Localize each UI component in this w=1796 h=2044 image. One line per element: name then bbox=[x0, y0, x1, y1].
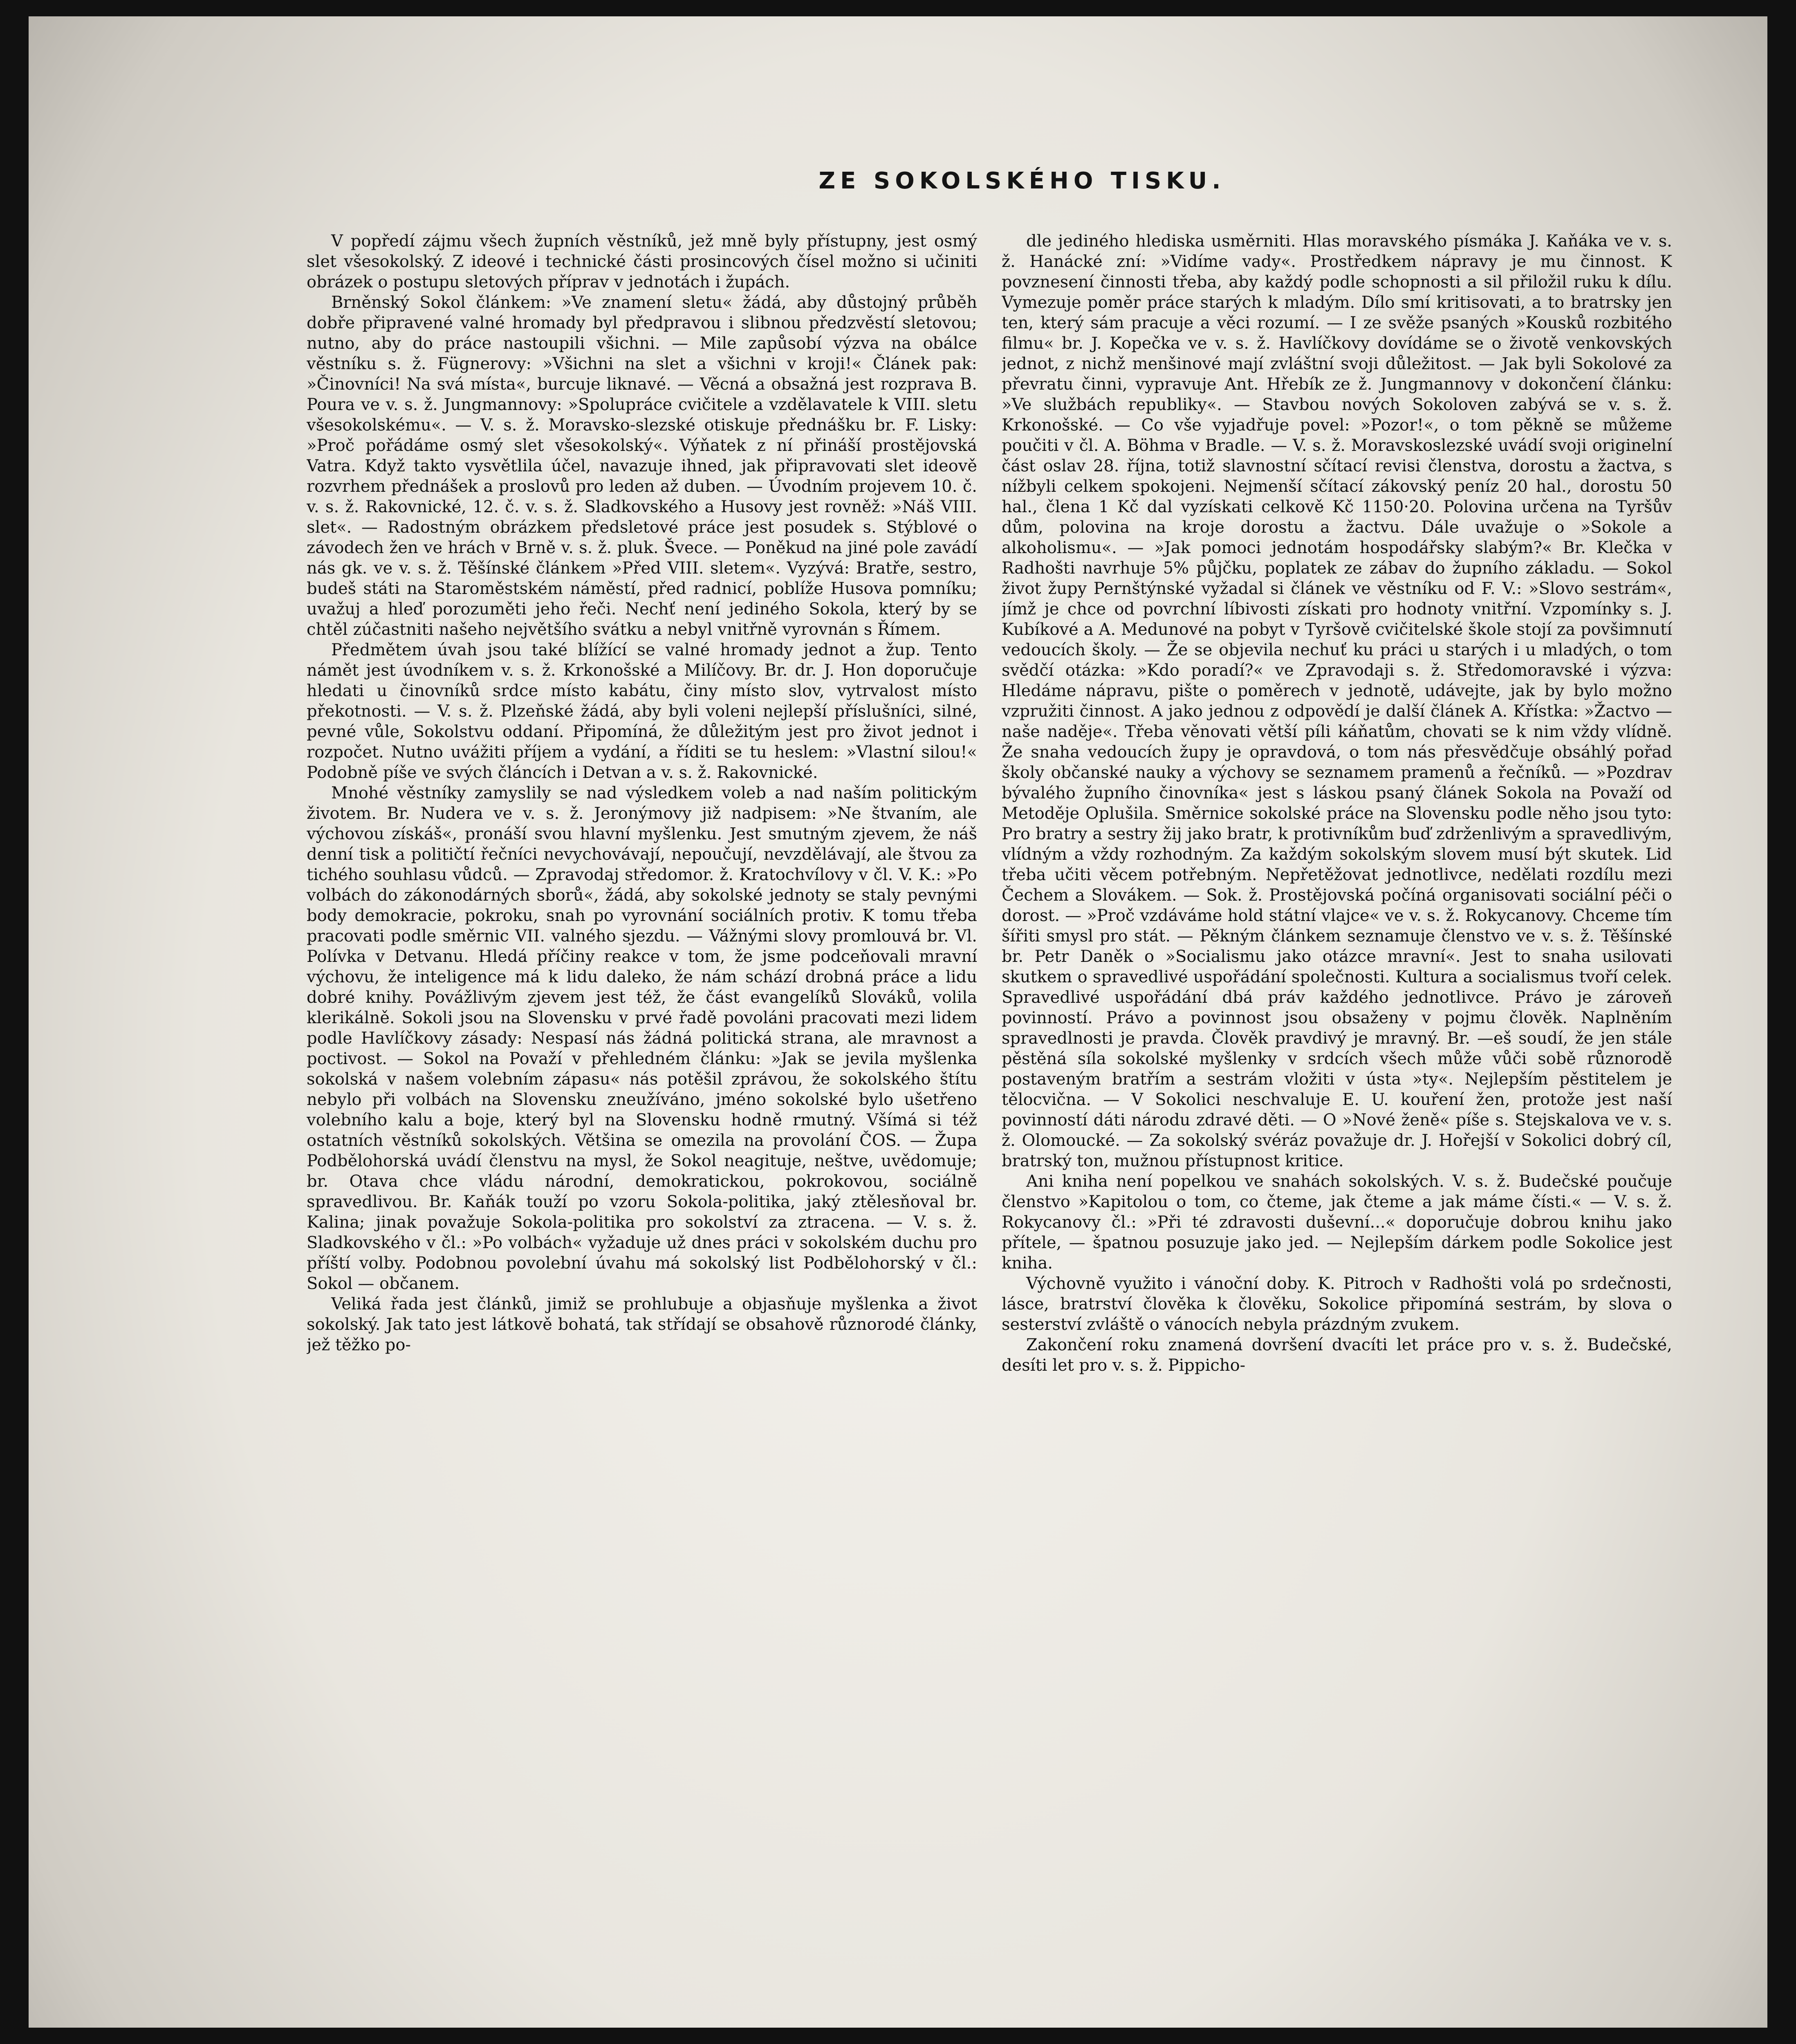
left-column bbox=[307, 231, 977, 1940]
paragraph: Zakončení roku znamená dovršení dvacíti let práce pro v. s. ž. Budečské, desíti let pro v. s. ž. Pippicho- bbox=[1002, 1336, 1672, 1375]
paragraph: Brněnský Sokol článkem: »Ve znamení sletu« žádá, aby důstojný průběh dobře připravené valné hromady byl předpravou i slibnou předzvěstí sletovou; nutno, aby do práce nastoupili všichni. — Mile zapůsobí výzva na obálce věstníku s. ž. Fügnerovy: »Všichni na slet a všichni v kroji!« Článek pak: »Činovníci! Na svá místa«, burcuje liknavé. — Věcná a obsažná jest rozprava B. Poura ve v. s. ž. Jungmannovy: »Spolupráce cvičitele a vzdělavatele k VIII. sletu všesokolskému«. — V. s. ž. Moravsko-slezské otiskuje přednášku br. F. Lisky: »Proč pořádáme osmý slet všesokolský«. Výňatek z ní přináší prostějovská Vatra. Když takto vysvětlila účel, navazuje ihned, jak připravovati slet ideově rozvrhem přednášek a proslovů pro leden až duben. — Úvodním projevem 10. č. v. s. ž. Rakovnické, 12. č. v. s. ž. Sladkovského a Husovy jest rovněž: »Náš VIII. slet«. — Radostným obrázkem předsletové práce jest posudek s. Stýblové o závodech žen ve hrách v Brně v. s. ž. pluk. Švece. — Poněkud na jiné pole zavádí nás gk. ve v. s. ž. Těšínské článkem »Před VIII. sletem«. Vyzývá: Bratře, sestro, budeš státi na Staroměstském náměstí, před radnicí, poblíže Husova pomníku; uvažuj a hleď porozuměti jeho řeči. Nechť není jediného Sokola, který by se chtěl zúčastniti našeho největšího svátku a nebyl vnitřně vyrovnán s Římem. bbox=[307, 293, 977, 639]
scan-border-top bbox=[0, 0, 1796, 16]
paragraph: Výchovně využito i vánoční doby. K. Pitroch v Radhošti volá po srdečnosti, lásce, bratrství člověka k člověku, Sokolice připomíná sestrám, by slova o sesterství zvláště o vánocích nebyla prázdným zvukem. bbox=[1002, 1274, 1672, 1334]
page-header: ZE SOKOLSKÉHO TISKU. bbox=[818, 168, 1226, 194]
paragraph: dle jediného hlediska usměrniti. Hlas moravského písmáka J. Kaňáka ve v. s. ž. Hanácké zní: »Vidíme vady«. Prostředkem nápravy je mu činnost. K povznesení činnosti třeba, aby každý podle schopnosti a sil přiložil ruku k dílu. Vymezuje poměr práce starých k mladým. Dílo smí kritisovati, a to bratrsky jen ten, který sám pracuje a věci rozumí. — I ze svěže psaných »Kousků rozbitého filmu« br. J. Kopečka ve v. s. ž. Havlíčkovy dovídáme se o životě venkovských jednot, z nichž menšinové mají zvláštní svoji důležitost. — Jak byli Sokolové za převratu činni, vypravuje Ant. Hřebík ze ž. Jungmannovy v dokončení článku: »Ve službách republiky«. — Stavbou nových Sokoloven zabývá se v. s. ž. Krkonošské. — Co vše vyjadřuje povel: »Pozor!«, o tom pěkně se můžeme poučiti v čl. A. Böhma v Bradle. — V. s. ž. Moravskoslezské uvádí svoji originelní část oslav 28. října, totiž slavnostní sčítací revisi členstva, dorostu a žactva, s nížbyli celkem spokojeni. Nejmenší sčítací zákovský peníz 20 hal., dorostu 50 hal., člena 1 Kč dal vyzískati celkově Kč 1150·20. Polovina určena na Tyršův dům, polovina na kroje dorostu a žactvu. Dále uvažuje o »Sokole a alkoholismu«. — »Jak pomoci jednotám hospodářsky slabým?« Br. Klečka v Radhošti navrhuje 5% půjčku, poplatek ze zábav do župního základu. — Sokol život župy Pernštýnské vyžadal si článek ve věstníku od F. V.: »Slovo sestrám«, jímž je chce od povrchní líbivosti získati pro hodnoty vnitřní. Vzpomínky s. J. Kubíkové a A. Medunové na pobyt v Tyršově cvičitelské škole stojí za povšimnutí vedoucích školy. — Že se objevila nechuť ku práci u starých i u mladých, o tom svědčí otázka: »Kdo poradí?« ve Zpravodaji s. ž. Středomoravské i výzva: Hledáme nápravu, pište o poměrech v jednotě, udávejte, jak by bylo možno vzpružiti činnost. A jako jednou z odpovědí je další článek A. Křístka: »Žactvo — naše naděje«. Třeba věnovati větší píli káňatům, chovati se k nim vždy vlídně. Že snaha vedoucích župy je opravdová, o tom nás přesvědčuje obsáhlý pořad školy občanské nauky a výchovy se seznamem pramenů a řečníků. — »Pozdrav bývalého župního činovníka« jest s láskou psaný článek Sokola na Považí od Metoděje Oplušila. Směrnice sokolské práce na Slovensku podle něho jsou tyto: Pro bratry a sestry žij jako bratr, k protivníkům buď zdrženlivým a spravedlivým, vlídným a vždy rozhodným. Za každým sokolským slovem musí být skutek. Lid třeba učiti věcem potřebným. Nepřetěžovat jednotlivce, nedělati rozdílu mezi Čechem a Slovákem. — Sok. ž. Prostějovská počíná organisovati sociální péči o dorost. — »Proč vzdáváme hold státní vlajce« ve v. s. ž. Rokycanovy. Chceme tím šířiti smysl pro stát. — Pěkným článkem seznamuje členstvo ve v. s. ž. Těšínské br. Petr Daněk o »Socialismu jako otázce mravní«. Jest to snaha usilovati skutkem o spravedlivé uspořádání společnosti. Kultura a socialismus tvoří celek. Spravedlivé uspořádání dbá práv každého jednotlivce. Právo je zároveň povinností. Právo a povinnost jsou obsaženy v pojmu člověk. Naplněním spravedlnosti je pravda. Člověk pravdivý je mravný. Br. —eš soudí, že jen stále pěstěná síla sokolské myšlenky v srdcích všech může vůči sobě různorodě postaveným bratřím a sestrám vložiti v ústa »ty«. Nejlepším pěstitelem je tělocvična. — V Sokolici neschvaluje E. U. kouření žen, protože jest naší povinností dáti národu zdravé děti. — O »Nové ženě« píše s. Stejskalova ve v. s. ž. Olomoucké. — Za sokolský svéráz považuje dr. J. Hořejší v Sokolici dobrý cíl, bratrský ton, mužnou přístupnost kritice. bbox=[1002, 232, 1672, 1170]
right-column bbox=[1002, 231, 1672, 1940]
paragraph: Veliká řada jest článků, jimiž se prohlubuje a objasňuje myšlenka a život sokolský. Jak tato jest látkově bohatá, tak střídají se obsahově různorodé články, jež těžko po- bbox=[307, 1295, 977, 1354]
scan-border-right bbox=[1767, 0, 1796, 2044]
paragraph: V popředí zájmu všech župních věstníků, jež mně byly přístupny, jest osmý slet všesokolský. Z ideové i technické části prosincových čísel možno si učiniti obrázek o postupu sletových příprav v jednotách i župách. bbox=[307, 232, 977, 291]
scan-border-left bbox=[0, 0, 29, 2044]
paragraph: Ani kniha není popelkou ve snahách sokolských. V. s. ž. Budečské poučuje členstvo »Kapitolou o tom, co čteme, jak čteme a jak máme čísti.« — V. s. ž. Rokycanovy čl.: »Při té zdravosti duševní...« doporučuje dobrou knihu jako přítele, — špatnou posuzuje jako jed. — Nejlepším dárkem podle Sokolice jest kniha. bbox=[1002, 1172, 1672, 1273]
paragraph: Předmětem úvah jsou také blížící se valné hromady jednot a žup. Tento námět jest úvodníkem v. s. ž. Krkonošské a Milíčovy. Br. dr. J. Hon doporučuje hledati u činovníků srdce místo kabátu, činy místo slov, vytrvalost místo překotnosti. — V. s. ž. Plzeňské žádá, aby byli voleni nejlepší příslušníci, silné, pevné vůle, Sokolstvu oddaní. Připomíná, že důležitým jest pro život jednot i rozpočet. Nutno uvážiti příjem a vydání, a říditi se tu heslem: »Vlastní silou!« Podobně píše ve svých článcích i Detvan a v. s. ž. Rakovnické. bbox=[307, 641, 977, 782]
paragraph: Mnohé věstníky zamyslily se nad výsledkem voleb a nad naším politickým životem. Br. Nudera ve v. s. ž. Jeronýmovy již nadpisem: »Ne štvaním, ale výchovou získáš«, pronáší svou hlavní myšlenku. Jest smutným zjevem, že náš denní tisk a političtí řečníci nevychovávají, nepoučují, nevzdělávají, ale štvou za tichého souhlasu vůdců. — Zpravodaj středomor. ž. Kratochvílovy v čl. V. K.: »Po volbách do zákonodárných sborů«, žádá, aby sokolské jednoty se staly pevnými body demokracie, pokroku, snah po vyrovnání sociálních protiv. K tomu třeba pracovati podle směrnic VII. valného sjezdu. — Vážnými slovy promlouvá br. Vl. Polívka v Detvanu. Hledá příčiny reakce v tom, že jsme podceňovali mravní výchovu, že inteligence má k lidu daleko, že nám schází drobná práce a lidu dobré knihy. Povážlivým zjevem jest též, že část evangelíků Slováků, volila klerikálně. Sokoli jsou na Slovensku v prvé řadě povoláni pracovati mezi lidem podle Havlíčkovy zásady: Nespasí nás žádná politická strana, ale mravnost a poctivost. — Sokol na Považí v přehledném článku: »Jak se jevila myšlenka sokolská v našem volebním zápasu« nás potěšil zprávou, že sokolského štítu nebylo při volbách na Slovensku zneužíváno, jméno sokolské bylo ušetřeno volebního kalu a boje, který byl na Slovensku hodně rmutný. Všímá si též ostatních věstníků sokolských. Většina se omezila na provolání ČOS. — Župa Podbělohorská uvádí členstvu na mysl, že Sokol neagituje, neštve, uvědomuje; br. Otava chce vládu národní, demokratickou, pokrokovou, sociálně spravedlivou. Br. Kaňák touží po vzoru Sokola-politika, jaký ztělesňoval br. Kalina; jinak považuje Sokola-politika pro sokolství za ztracena. — V. s. ž. Sladkovského v čl.: »Po volbách« vyžaduje už dnes práci v sokolském duchu pro příští volby. Podobnou povolební úvahu má sokolský list Podbělohorský v čl.: Sokol — občanem. bbox=[307, 784, 977, 1293]
scan-border-bottom bbox=[0, 2028, 1796, 2044]
